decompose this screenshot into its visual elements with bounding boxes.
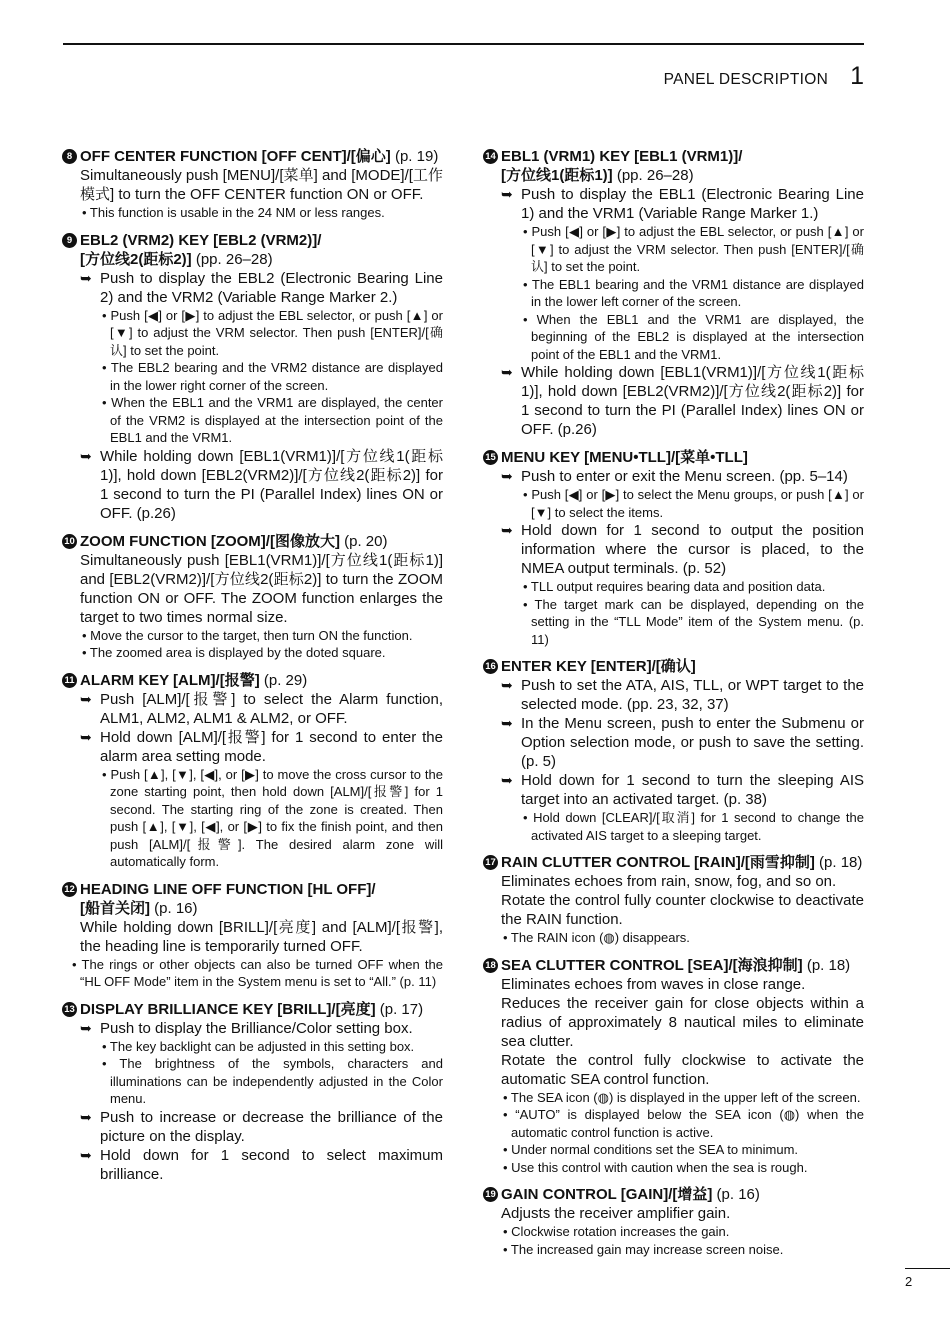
paragraph: Eliminates echoes from waves in close range. [501, 975, 806, 993]
heading-text [501, 147, 742, 166]
arrow-item [62, 269, 443, 307]
heading-title: EBL1 (VRM1) KEY [EBL1 (VRM1)]/ [501, 148, 743, 165]
circled-number-icon: 17 [483, 855, 498, 870]
arrow-icon: ➥ [80, 728, 92, 745]
heading-title: RAIN CLUTTER CONTROL [RAIN]/[雨雪抑制] [501, 854, 815, 871]
heading-title: MENU KEY [MENU•TLL]/[菜单•TLL] [501, 449, 748, 466]
section-heading [483, 147, 864, 166]
section-heading [62, 880, 443, 899]
heading-text [80, 147, 438, 166]
paragraph: Rotate the control fully counter clockwise to deactivate the RAIN function. [501, 892, 864, 928]
page-reference: (p. 17) [375, 1000, 424, 1018]
section-12 [62, 880, 443, 991]
sub-bullet: • When the EBL1 and the VRM1 are displayed, the beginning of the EBL2 is displayed at the intersection point of the EBL1 and the VRM1. [523, 311, 864, 362]
sub-bullet: • The EBL2 bearing and the VRM2 distance are displayed in the lower right corner of the screen. [102, 360, 443, 393]
heading-text [501, 1185, 760, 1204]
chapter-number: 1 [850, 62, 864, 90]
arrow-text: Push to display the EBL1 (Electronic Bearing Line 1) and the VRM1 (Variable Range Marker 1.) [521, 186, 864, 222]
circled-number-icon: 16 [483, 659, 498, 674]
section-heading [62, 671, 443, 690]
bullet-note: • The increased gain may increase screen noise. [503, 1241, 784, 1257]
bullet-note: • “AUTO” is displayed below the SEA icon (◍) when the automatic control function is active. [503, 1107, 864, 1140]
arrow-text: While holding down [EBL1(VRM1)]/[方位线1(距标1)], hold down [EBL2(VRM2)]/[方位线2(距标2)] for 1 second to turn the PI (Parallel Index) lines ON or OFF. (p.26) [100, 447, 443, 522]
arrow-item [483, 185, 864, 223]
arrow-text: Hold down [ALM]/[报警] for 1 second to enter the alarm area setting mode. [100, 728, 443, 765]
footer-rule [905, 1268, 950, 1269]
bullet-note: • Use this control with caution when the sea is rough. [503, 1159, 808, 1175]
arrow-text: Push to display the EBL2 (Electronic Bearing Line 2) and the VRM2 (Variable Range Marker 2.) [100, 269, 443, 306]
top-rule [63, 43, 864, 45]
arrow-icon: ➥ [501, 186, 513, 202]
sub-bullet: • TLL output requires bearing data and position data. [523, 579, 826, 594]
section-16 [483, 657, 864, 844]
sub-bullet: • The EBL1 bearing and the VRM1 distance are displayed in the lower left corner of the screen. [523, 276, 864, 309]
arrow-icon: ➥ [501, 677, 513, 693]
arrow-item [62, 447, 443, 523]
arrow-item [62, 1108, 443, 1146]
page-reference: (p. 20) [339, 532, 388, 550]
arrow-icon: ➥ [80, 690, 92, 707]
arrow-icon: ➥ [501, 522, 513, 538]
section-14 [483, 147, 864, 439]
circled-number-icon: 10 [62, 534, 77, 549]
page-reference: (p. 18) [802, 956, 851, 974]
bullet-note: • The RAIN icon (◍) disappears. [503, 930, 690, 945]
paragraph: While holding down [BRILL]/[亮度] and [ALM]/[报警], the heading line is temporarily turned OFF. [80, 918, 443, 955]
arrow-item [483, 676, 864, 714]
bullet-note: • The zoomed area is displayed by the doted square. [82, 645, 386, 660]
sub-bullet: • Push [◀] or [▶] to select the Menu groups, or push [▲] or [▼] to select the items. [523, 487, 864, 520]
page-number: 2 [905, 1274, 913, 1289]
sub-bullet: • The key backlight can be adjusted in this setting box. [102, 1038, 415, 1054]
sub-bullet: • Push [◀] or [▶] to adjust the EBL selector, or push [▲] or [▼] to adjust the VRM selector. Then push [ENTER]/[确认] to set the point. [523, 224, 864, 274]
heading-continuation [62, 250, 443, 269]
heading-title: GAIN CONTROL [GAIN]/[增益] [501, 1186, 713, 1203]
page-reference: (p. 29) [259, 671, 308, 689]
section-11 [62, 671, 443, 871]
section-heading [62, 1000, 443, 1019]
heading-title: SEA CLUTTER CONTROL [SEA]/[海浪抑制] [501, 956, 803, 974]
section-18 [483, 956, 864, 1177]
arrow-icon: ➥ [80, 1108, 92, 1125]
arrow-item [483, 467, 864, 486]
arrow-item [483, 771, 864, 809]
section-17 [483, 853, 864, 947]
page-reference: (p. 16) [150, 899, 198, 917]
sub-bullet: • The brightness of the symbols, characters and illuminations can be independently adjusted in the Color menu. [102, 1056, 443, 1106]
circled-number-icon: 13 [62, 1002, 77, 1017]
section-title: PANEL DESCRIPTION [663, 71, 829, 88]
paragraph: Simultaneously push [MENU]/[菜单] and [MODE]/[工作模式] to turn the OFF CENTER function ON or OFF. [80, 167, 443, 203]
page-reference: (pp. 26–28) [612, 167, 694, 184]
section-19 [483, 1185, 864, 1258]
circled-number-icon: 9 [62, 233, 77, 248]
arrow-item [483, 714, 864, 771]
section-10 [62, 532, 443, 662]
heading-text [501, 448, 748, 467]
section-heading [483, 657, 864, 676]
arrow-item [483, 363, 864, 439]
arrow-icon: ➥ [80, 269, 92, 286]
heading-text [80, 880, 376, 899]
arrow-icon: ➥ [80, 1146, 92, 1163]
arrow-text: Hold down for 1 second to turn the sleeping AIS target into an activated target. (p. 38) [521, 772, 864, 808]
heading-title-cont: [方位线2(距标2)] [80, 250, 192, 268]
right-column [483, 147, 864, 1267]
bullet-note: • Clockwise rotation increases the gain. [503, 1224, 730, 1239]
paragraph: Reduces the receiver gain for close objects within a radius of approximately 8 nautical miles to eliminate sea clutter. [501, 994, 864, 1050]
left-column [62, 147, 443, 1193]
heading-text [501, 853, 862, 872]
circled-number-icon: 15 [483, 450, 498, 465]
circled-number-icon: 18 [483, 958, 498, 973]
circled-number-icon: 11 [62, 673, 77, 688]
sub-bullet: • The target mark can be displayed, depending on the setting in the “TLL Mode” item of the System menu. (p. 11) [523, 596, 864, 647]
heading-title: EBL2 (VRM2) KEY [EBL2 (VRM2)]/ [80, 231, 322, 249]
bullet-note: • This function is usable in the 24 NM or less ranges. [82, 205, 385, 220]
arrow-text: Push to increase or decrease the brilliance of the picture on the display. [100, 1108, 443, 1145]
page-reference: (pp. 26–28) [191, 250, 273, 268]
arrow-text: Push [ALM]/[报警] to select the Alarm function, ALM1, ALM2, ALM1 & ALM2, or OFF. [100, 690, 443, 727]
arrow-icon: ➥ [501, 364, 513, 380]
arrow-icon: ➥ [501, 468, 513, 484]
arrow-icon: ➥ [80, 1019, 92, 1036]
heading-title-cont: [方位线1(距标1)] [501, 167, 613, 184]
section-15 [483, 448, 864, 648]
arrow-text: In the Menu screen, push to enter the Submenu or Option selection mode, or push to save the setting. (p. 5) [521, 715, 864, 770]
arrow-icon: ➥ [501, 715, 513, 731]
heading-title: ENTER KEY [ENTER]/[确认] [501, 658, 696, 675]
heading-title-cont: [船首关闭] [80, 899, 150, 917]
section-heading [62, 231, 443, 250]
page-reference: (p. 19) [390, 148, 439, 165]
section-9 [62, 231, 443, 523]
arrow-text: Push to enter or exit the Menu screen. (pp. 5–14) [521, 468, 848, 485]
page-reference: (p. 18) [814, 854, 863, 871]
paragraph: Simultaneously push [EBL1(VRM1)]/[方位线1(距标1)] and [EBL2(VRM2)]/[方位线2(距标2)] to turn the ZOOM function ON or OFF. The ZOOM function enlarges the target to two times normal size. [80, 551, 443, 626]
bullet-note: • The rings or other objects can also be turned OFF when the “HL OFF Mode” item in the System menu is set to “All.” (p. 11) [72, 956, 443, 989]
circled-number-icon: 19 [483, 1187, 498, 1202]
sub-bullet: • Push [▲], [▼], [◀], or [▶] to move the cross cursor to the zone starting point, then hold down [ALM]/[报警] for 1 second. The starting ring of the zone is created. Then push [▲], [▼], [◀], or [▶] to fix the finish point, and then push [ALM]/[报警]. The desired alarm zone will automatically form. [102, 766, 443, 869]
heading-continuation [483, 166, 864, 185]
bullet-note: • Under normal conditions set the SEA to minimum. [503, 1142, 799, 1157]
heading-title: ZOOM FUNCTION [ZOOM]/[图像放大] [80, 532, 340, 550]
section-heading [483, 1185, 864, 1204]
section-heading [483, 853, 864, 872]
arrow-item [483, 521, 864, 578]
section-heading [62, 532, 443, 551]
section-13 [62, 1000, 443, 1184]
bullet-note: • Move the cursor to the target, then turn ON the function. [82, 627, 413, 643]
sub-bullet: • Hold down [CLEAR]/[取消] for 1 second to change the activated AIS target to a sleeping target. [523, 810, 864, 843]
circled-number-icon: 8 [62, 149, 77, 164]
arrow-item [62, 690, 443, 728]
heading-text [501, 956, 850, 975]
heading-continuation [62, 899, 443, 918]
sub-bullet: • When the EBL1 and the VRM1 are displayed, the center of the VRM2 is displayed at the intersection point of the EBL1 and the VRM1. [102, 395, 443, 445]
heading-title: DISPLAY BRILLIANCE KEY [BRILL]/[亮度] [80, 1000, 376, 1018]
heading-title: HEADING LINE OFF FUNCTION [HL OFF]/ [80, 880, 376, 898]
arrow-icon: ➥ [501, 772, 513, 788]
bullet-note: • The SEA icon (◍) is displayed in the upper left of the screen. [503, 1089, 861, 1105]
heading-text [501, 657, 696, 676]
arrow-item [62, 1146, 443, 1184]
section-8 [62, 147, 443, 222]
page-header [664, 62, 864, 91]
section-heading [483, 448, 864, 467]
heading-text [80, 1000, 423, 1019]
arrow-item [62, 728, 443, 766]
paragraph: Adjusts the receiver amplifier gain. [501, 1205, 731, 1222]
paragraph: Eliminates echoes from rain, snow, fog, and so on. [501, 873, 837, 890]
arrow-icon: ➥ [80, 447, 92, 464]
section-heading [483, 956, 864, 975]
heading-text [80, 671, 307, 690]
circled-number-icon: 14 [483, 149, 498, 164]
heading-text [80, 231, 321, 250]
arrow-item [62, 1019, 443, 1038]
arrow-text: Push to display the Brilliance/Color setting box. [100, 1019, 413, 1037]
circled-number-icon: 12 [62, 882, 77, 897]
heading-title: OFF CENTER FUNCTION [OFF CENT]/[偏心] [80, 148, 391, 165]
paragraph: Rotate the control fully clockwise to activate the automatic SEA control function. [501, 1051, 864, 1088]
heading-title: ALARM KEY [ALM]/[报警] [80, 671, 260, 689]
arrow-text: Push to set the ATA, AIS, TLL, or WPT target to the selected mode. (pp. 23, 32, 37) [521, 677, 864, 713]
sub-bullet: • Push [◀] or [▶] to adjust the EBL selector, or push [▲] or [▼] to adjust the VRM selector. Then push [ENTER]/[确认] to set the point. [102, 307, 443, 358]
arrow-text: Hold down for 1 second to output the position information where the cursor is placed, to the NMEA output terminals. (p. 52) [521, 522, 864, 577]
arrow-text: Hold down for 1 second to select maximum brilliance. [100, 1146, 443, 1183]
page-reference: (p. 16) [712, 1186, 760, 1203]
arrow-text: While holding down [EBL1(VRM1)]/[方位线1(距标1)], hold down [EBL2(VRM2)]/[方位线2(距标2)] for 1 second to turn the PI (Parallel Index) lines ON or OFF. (p.26) [521, 364, 864, 438]
section-heading [62, 147, 443, 166]
heading-text [80, 532, 388, 551]
